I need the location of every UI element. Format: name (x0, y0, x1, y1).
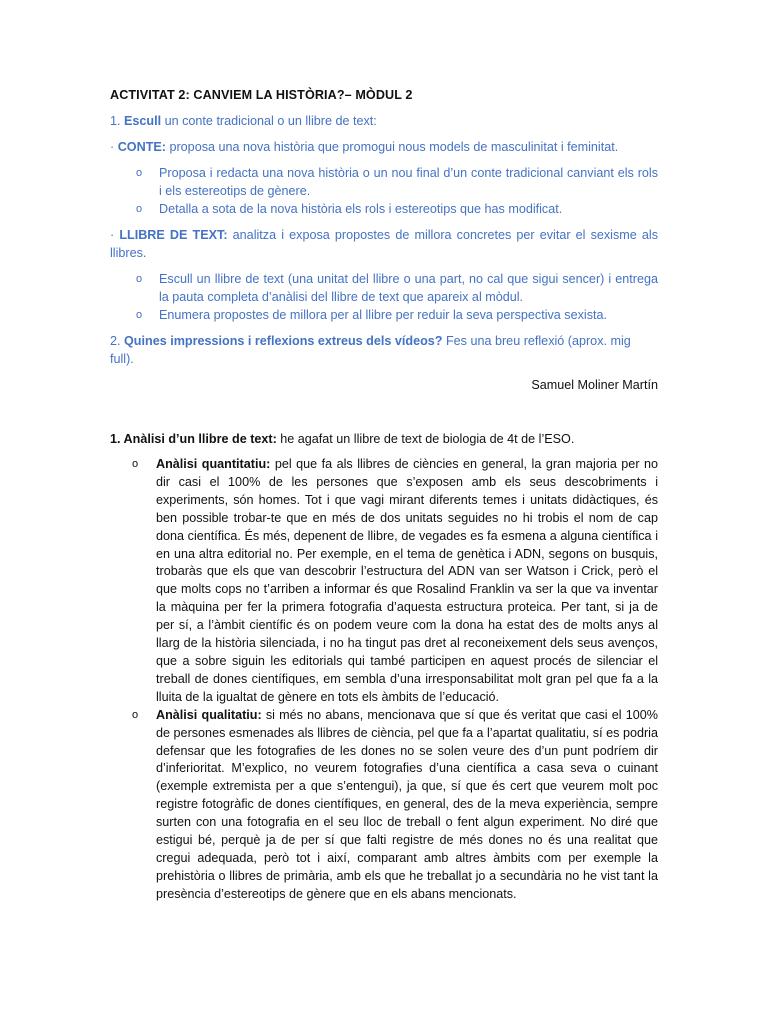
item-1-number: 1. (110, 114, 121, 128)
analysis-label: Anàlisi quantitatiu: (156, 457, 271, 471)
item-2-text: Fes una breu reflexió (aprox. mig full). (110, 334, 631, 366)
list-item (110, 270, 658, 306)
document-content (110, 86, 658, 904)
item-2-bold: Quines impressions i reflexions extreus dels vídeos? (124, 334, 443, 348)
bullet-icon: o (136, 203, 143, 215)
llibre-text: analitza i exposa propostes de millora concretes per evitar el sexisme als llibres. (110, 228, 658, 260)
conte-label: CONTE: (117, 140, 166, 154)
item-2-number: 2. (110, 334, 121, 348)
section-1-title (110, 430, 658, 448)
section-1-label: 1. Anàlisi d’un llibre de text: (110, 432, 277, 446)
analysis-text: si més no abans, mencionava que sí que és veritat que casi el 100% de persones esmenades als llibres de ciència, pel que fa a l’apartat qualitatiu, sí es podria defensar que les fotografies de les dones no se solen veure des d’un punt podríem dir d’inferioritat. M’explico, no veurem fotografies d’una científica a casa seva o cuinant (exemple extremista per a que s’entengui), ja que, sí que és cert que veurem molt poc registre fotogràfic de dones científiques, en general, des de la meva experiència, sempre surten con una fotografia en el seu lloc de treball o fent algun experiment. No diré que estigui bé, perquè ja de per sí que falti registre de més dones no és una realitat que cregui adequada, però tot i així, comparant amb altres àmbits com per exemple la prehistòria o llibres de primària, amb els que he treballat jo a secundària no he vist tant la presència d’estereotips de gènere que en els abans mencionats. (156, 707, 658, 901)
conte-heading (110, 138, 658, 156)
list-item-text: Enumera propostes de millora per al llibre per reduir la seva perspectiva sexista. (159, 308, 607, 322)
conte-bullet-list (110, 164, 658, 218)
item-1-bold: Escull (124, 114, 162, 128)
analysis-qualitative (110, 707, 658, 904)
bullet-icon: o (132, 458, 139, 470)
llibre-bullet-list (110, 270, 658, 324)
analysis-list (110, 456, 658, 904)
llibre-label: LLIBRE DE TEXT: (119, 228, 228, 242)
instruction-item-1 (110, 112, 658, 130)
author-signature: Samuel Moliner Martín (531, 378, 658, 392)
list-item-text: Proposa i redacta una nova història o un nou final d’un conte tradicional canviant els rols i els estereotips de gènere. (159, 166, 658, 198)
conte-prefix: · (110, 140, 118, 154)
list-item (110, 164, 658, 200)
bullet-icon: o (136, 167, 143, 179)
instruction-item-2 (110, 332, 658, 368)
llibre-heading (110, 226, 658, 262)
bullet-icon: o (132, 708, 139, 721)
activity-title: ACTIVITAT 2: CANVIEM LA HISTÒRIA?– MÒDUL 2 (110, 88, 413, 102)
analysis-quantitative (110, 456, 658, 707)
list-item (110, 306, 658, 324)
section-1-text: he agafat un llibre de text de biologia de 4t de l’ESO. (276, 432, 575, 446)
analysis-label: Anàlisi qualitatiu: (156, 707, 262, 722)
spacer (110, 394, 658, 430)
list-item-text: Detalla a sota de la nova història els rols i estereotips que has modificat. (159, 202, 563, 216)
conte-text: proposa una nova història que promogui nous models de masculinitat i feminitat. (165, 140, 619, 154)
bullet-icon: o (136, 309, 143, 321)
bullet-icon: o (136, 273, 143, 285)
item-1-text: un conte tradicional o un llibre de text: (161, 114, 377, 128)
list-item (110, 200, 658, 218)
analysis-text: pel que fa als llibres de ciències en general, la gran majoria per no dir casi el 100% de les persones que s’exposen amb els seus descobriments i experiments, són homes. Tot i que vagi mirant diferents temes i unitats didàctiques, és ben possible trobar-te que en més de dos unitats seguides no hi trobis el nom de cap dona científica. És més, depenent de llibre, de vegades es fa esmena a alguna científica i en una altra editorial no. Per exemple, en el tema de genètica i ADN, segons on busquis, trobaràs que els que van descobrir l’estructura del ADN van ser Watson i Crick, però el que molts cops no t’arriben a informar és que Rosalind Franklin va ser la que va inventar la màquina per fer la primera fotografia d’aquesta estructura proteica. Per tant, si ja de per sí, a l’àmbit científic és on podem veure com la dona ha estat des de molts anys al llarg de la història silenciada, i no ha tingut pas dret al reconeixement dels seus avenços, que a sobre siguin les editorials qui també participen en aquest procés de silenciar el treball de dones científiques, em sembla d’una irresponsabilitat molt gran pel que fa a la lluita de la igualtat de gènere en tots els àmbits de l’educació. (156, 457, 659, 704)
list-item-text: Escull un llibre de text (una unitat del llibre o una part, no cal que sigui sencer) i entrega la pauta completa d’anàlisi del llibre de text que apareix al mòdul. (159, 272, 658, 304)
llibre-prefix: · (110, 228, 120, 242)
